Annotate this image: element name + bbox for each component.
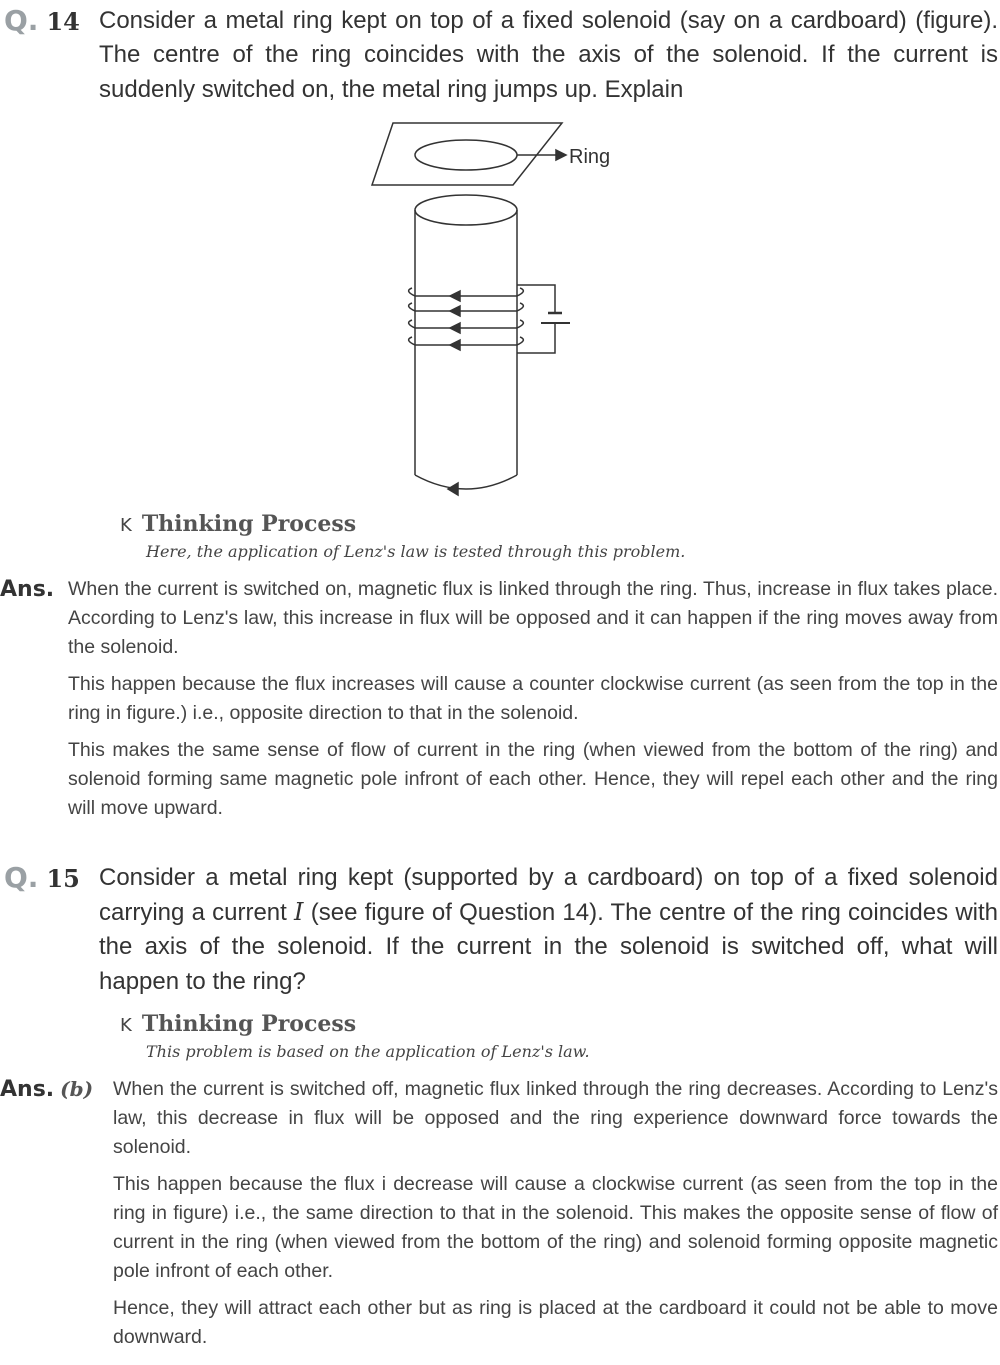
ring-label: Ring [569,145,611,168]
question-number: 14 [46,7,80,36]
answer-header [0,1075,113,1104]
solenoid-top [415,195,517,225]
answer-paragraph: This makes the same sense of flow of current in the ring (when viewed from the bottom of the ring) and solenoid forming same magnetic pole infront of each other. Hence, they will repel each other and the ring will move upward. [68,738,998,819]
coils [409,288,524,350]
answer-option: (b) [60,1077,94,1102]
question-number: 15 [46,863,80,893]
question-14-text: Consider a metal ring kept on top of a fixed solenoid (say on a cardboard) (figure). The centre of the ring coincides with the axis of the solenoid. If the current is suddenly switched on, the metal ring jumps up. Explain [99,7,998,103]
thinking-process-title: Thinking Process [141,1011,357,1038]
current-arrow-icon [448,483,458,495]
question-15-text [99,861,998,999]
k-bullet-icon: K [120,514,132,536]
question-header [0,861,99,896]
question-15-text-cont: (see figure of Question 14). The centre of the ring coincides with the axis of the solenoid. If the current in the solenoid is switched off, what will happen to the ring? [99,899,998,995]
answer-paragraph: When the current is switched on, magnetic flux is linked through the ring. Thus, increase in flux takes place. According to Lenz's law, this increase in flux will be opposed and it can happen if the ring moves away from the solenoid. [68,577,998,658]
current-symbol: I [294,898,304,927]
answer-paragraph: Hence, they will attract each other but as ring is placed at the cardboard it could not be able to move downward. [113,1297,998,1349]
k-bullet-icon: K [120,1015,132,1037]
circuit-wire [517,285,555,353]
solenoid-bottom [415,475,517,489]
answer-paragraph: This happen because the flux increases will cause a counter clockwise current (as seen from the top in the ring in figure.) i.e., opposite direction to that in the solenoid. [68,672,998,724]
thinking-process-text: This problem is based on the application of Lenz's law. [146,1042,590,1062]
question-15 [0,861,1000,999]
question-mark-icon: Q. [4,4,39,37]
thinking-process-text: Here, the application of Lenz's law is tested through this problem. [146,541,686,561]
answer-label: Ans. [0,1077,55,1103]
cardboard [372,123,562,185]
ring [415,140,517,170]
thinking-process-title: Thinking Process [141,510,357,537]
question-header [0,4,99,39]
answer-body [68,575,998,823]
answer-label: Ans. [0,576,55,602]
answer-14 [0,575,1000,823]
thinking-process-14 [120,509,1000,565]
solenoid-ring-figure [0,113,1000,503]
answer-15 [0,1075,1000,1352]
thinking-process-15 [120,1009,1000,1065]
question-mark-icon: Q. [4,860,39,894]
question-15-text-start: Consider a metal ring kept (supported by a cardboard) on top of a fixed solenoid carrying a current [99,863,998,927]
arrow-head-icon [556,150,566,160]
answer-paragraph: When the current is switched off, magnetic flux linked through the ring decreases. According to Lenz's law, this decrease in flux will be opposed and the ring experience downward force towards the solenoid. [113,1078,998,1159]
answer-paragraph: This happen because the flux i decrease will cause a clockwise current (as seen from the top in the ring in figure) i.e., the same direction to that in the solenoid. This makes the opposite sense of flow of current in the ring (when viewed from the bottom of the ring) and solenoid forming opposite magnetic pole infront of each other. [113,1173,998,1283]
answer-body [113,1075,998,1352]
question-14 [0,4,1000,107]
